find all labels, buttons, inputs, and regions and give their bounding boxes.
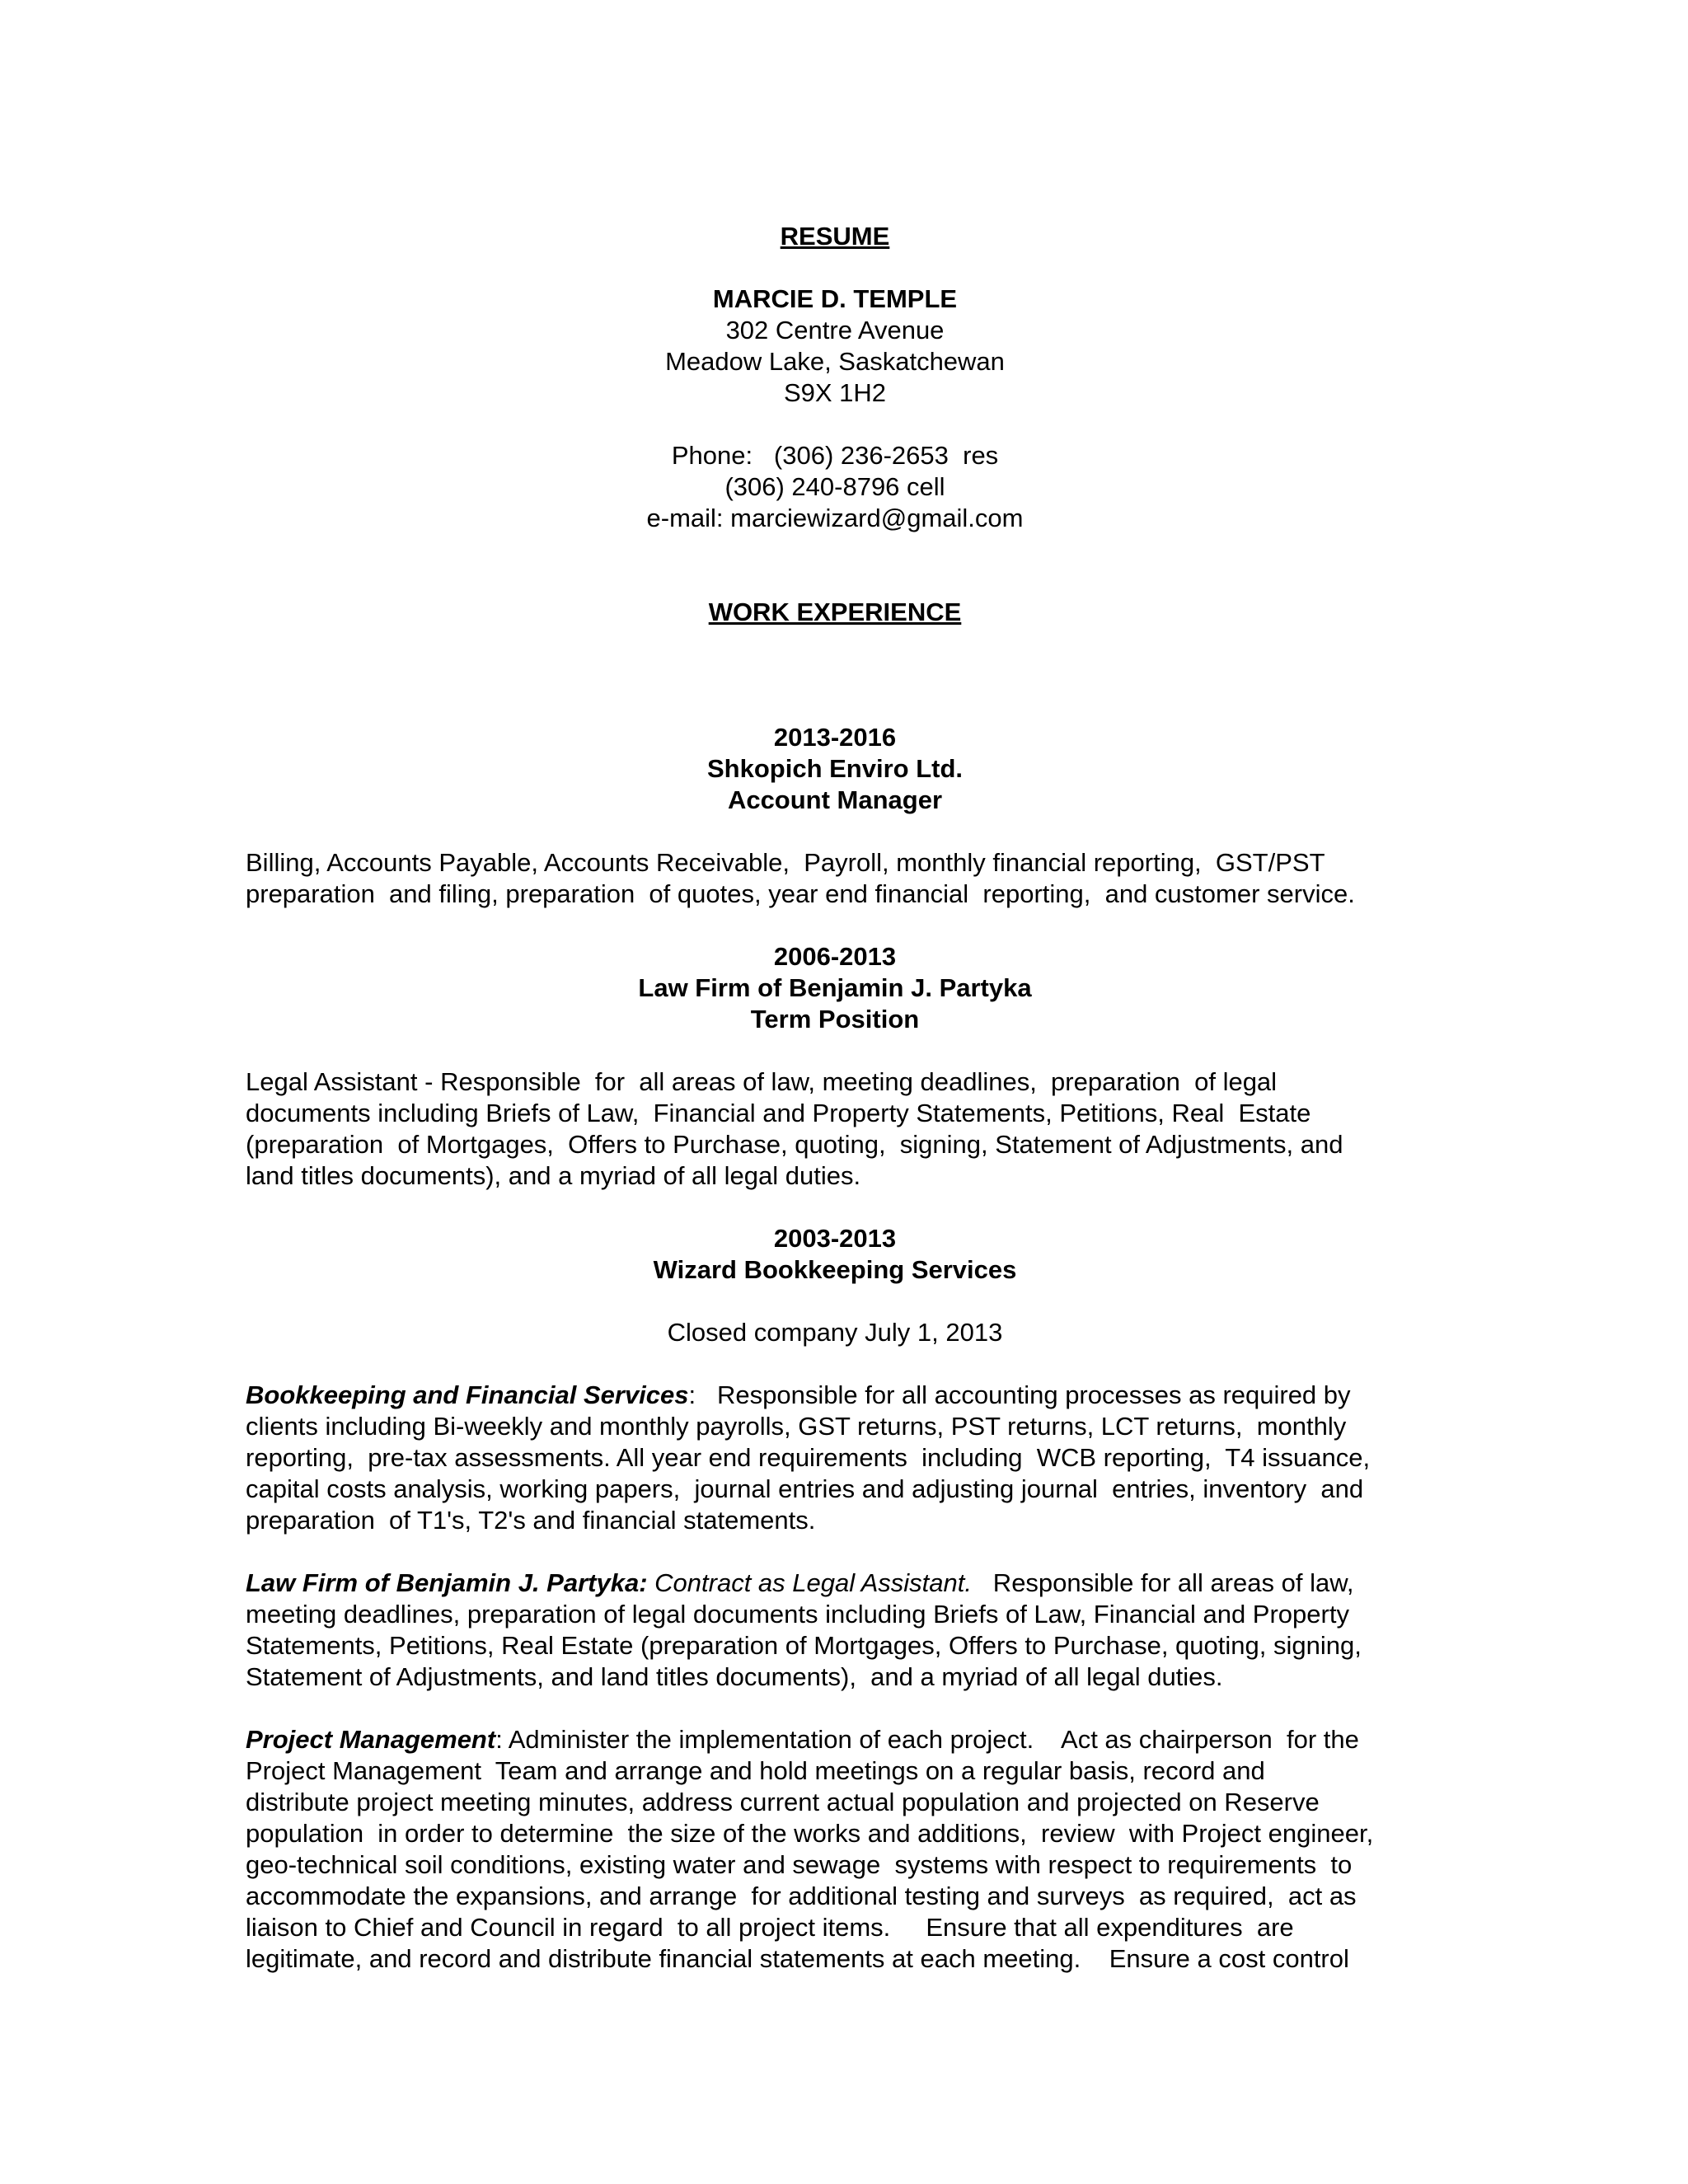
section-line: geo-technical soil conditions, existing water and sewage systems with respect to requirements to [246,1850,1353,1879]
job-employer: Shkopich Enviro Ltd. [706,754,963,783]
company-closed-note: Closed company July 1, 2013 [667,1318,1003,1347]
section-subtitle: Contract as Legal Assistant. [647,1568,972,1597]
section-label-suffix: : [688,1380,696,1409]
section-line: clients including Bi-weekly and monthly payrolls, GST returns, PST returns, LCT returns, monthly [246,1412,1347,1441]
resume-title: RESUME [780,222,890,251]
bookkeeping-section [246,1380,1424,1536]
spacer [246,628,1424,722]
address-line-1: 302 Centre Avenue [725,316,945,344]
job-entry [246,1223,1424,1975]
postal-code: S9X 1H2 [783,378,887,407]
section-label: Law Firm of Benjamin J. Partyka: [246,1568,648,1597]
section-first-line-text: Responsible for all accounting processes as required by [696,1380,1351,1409]
spacer [246,1192,1424,1223]
spacer [246,816,1424,847]
section-line: capital costs analysis, working papers, journal entries and adjusting journal entries, inventory and [246,1474,1364,1503]
description-line: preparation and filing, preparation of quotes, year end financial reporting, and customer service. [246,879,1355,908]
section-first-line [246,1380,1424,1411]
job-description [246,847,1424,910]
description-line: land titles documents), and a myriad of all legal duties. [246,1161,861,1190]
description-line: Billing, Accounts Payable, Accounts Receivable, Payroll, monthly financial reporting, GST/PST [246,848,1325,877]
law-firm-contract-section [246,1568,1424,1693]
section-line: Statement of Adjustments, and land titles documents), and a myriad of all legal duties. [246,1662,1223,1691]
section-first-line [246,1724,1424,1755]
job-years: 2013-2016 [773,723,897,752]
description-line: (preparation of Mortgages, Offers to Purchase, quoting, signing, Statement of Adjustments, and [246,1130,1343,1159]
section-label: Project Management [246,1725,496,1754]
spacer [246,252,1424,284]
job-years: 2003-2013 [773,1224,897,1253]
job-entry [246,941,1424,1192]
spacer [246,910,1424,941]
section-line: meeting deadlines, preparation of legal documents including Briefs of Law, Financial and Property [246,1600,1349,1629]
section-line: reporting, pre-tax assessments. All year end requirements including WCB reporting, T4 issuance, [246,1443,1371,1472]
section-line: preparation of T1's, T2's and financial statements. [246,1506,816,1535]
job-employer: Wizard Bookkeeping Services [653,1255,1017,1284]
section-line: legitimate, and record and distribute financial statements at each meeting. Ensure a cost control [246,1944,1349,1973]
job-entry [246,722,1424,910]
section-label-suffix: : [495,1725,503,1754]
section-first-line [246,1568,1424,1599]
spacer [246,409,1424,440]
section-line: liaison to Chief and Council in regard to all project items. Ensure that all expenditures are [246,1913,1294,1942]
section-first-line-text: Responsible for all areas of law, [971,1568,1354,1597]
section-line: Project Management Team and arrange and hold meetings on a regular basis, record and [246,1756,1265,1785]
phone-cell: (306) 240-8796 cell [724,472,945,501]
section-first-line-text: Administer the implementation of each project. Act as chairperson for the [502,1725,1359,1754]
email-address: e-mail: marciewizard@gmail.com [646,504,1024,532]
job-description [246,1066,1424,1192]
project-management-section [246,1724,1424,1975]
job-years: 2006-2013 [773,942,897,971]
work-experience-heading: WORK EXPERIENCE [708,598,962,626]
description-line: Legal Assistant - Responsible for all areas of law, meeting deadlines, preparation of legal [246,1067,1278,1096]
spacer [246,1693,1424,1724]
spacer [246,1035,1424,1066]
section-line: population in order to determine the size of the works and additions, review with Project engineer, [246,1819,1374,1848]
description-line: documents including Briefs of Law, Financial and Property Statements, Petitions, Real Estate [246,1099,1311,1127]
section-label: Bookkeeping and Financial Services [246,1380,689,1409]
address-line-2: Meadow Lake, Saskatchewan [665,347,1005,376]
resume-content [246,221,1424,1975]
spacer [246,534,1424,597]
section-line: accommodate the expansions, and arrange for additional testing and surveys as required, act as [246,1882,1357,1910]
spacer [246,1348,1424,1380]
job-employer: Law Firm of Benjamin J. Partyka [638,973,1032,1002]
spacer [246,1536,1424,1568]
job-position: Account Manager [727,785,943,814]
section-line: distribute project meeting minutes, address current actual population and projected on Reserve [246,1788,1320,1816]
phone-residence: Phone: (306) 236-2653 res [671,441,999,470]
spacer [246,1286,1424,1317]
applicant-name: MARCIE D. TEMPLE [712,284,958,313]
job-position: Term Position [750,1005,920,1033]
section-line: Statements, Petitions, Real Estate (preparation of Mortgages, Offers to Purchase, quoting, signing, [246,1631,1362,1660]
